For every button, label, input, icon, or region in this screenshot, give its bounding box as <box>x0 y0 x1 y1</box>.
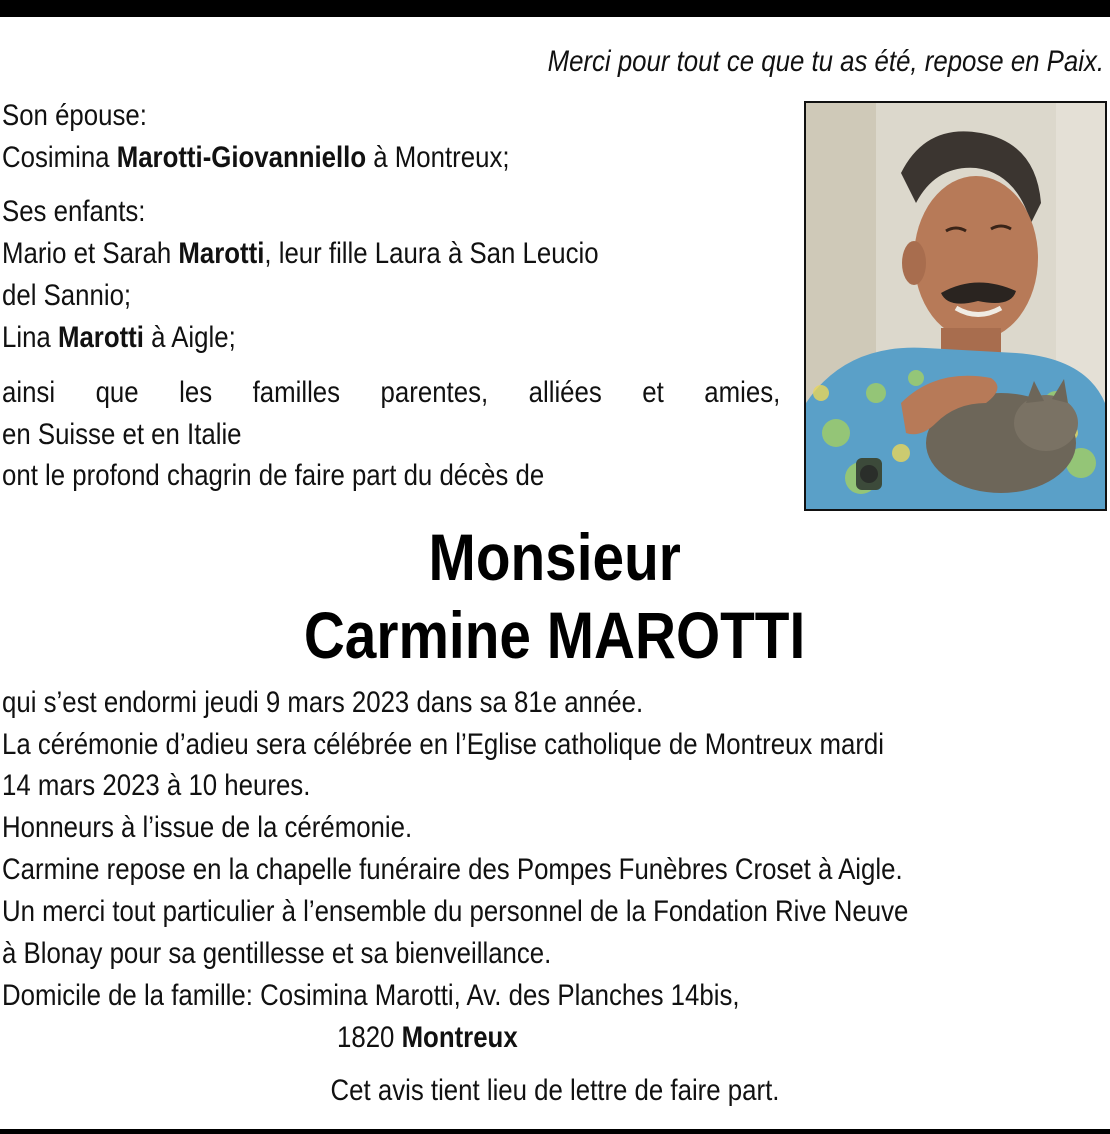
details-line-6: Un merci tout particulier à l’ensemble du personnel de la Fondation Rive Neuve <box>2 895 909 928</box>
address-postcode: 1820 <box>337 1021 402 1054</box>
details-line-1: qui s’est endormi jeudi 9 mars 2023 dans sa 81e année. <box>2 686 644 719</box>
child1-line <box>2 234 599 274</box>
address-line-2 <box>337 1018 518 1058</box>
families-line-2: en Suisse et en Italie <box>2 418 242 451</box>
child2-place: à Aigle; <box>143 321 236 354</box>
child1-rest: , leur fille Laura à San Leucio <box>264 237 599 270</box>
details-line-5: Carmine repose en la chapelle funéraire des Pompes Funèbres Croset à Aigle. <box>2 853 903 886</box>
child2-line <box>2 318 236 358</box>
spouse-line <box>2 138 510 178</box>
details-line-7: à Blonay pour sa gentillesse et sa bienveillance. <box>2 937 552 970</box>
deceased-title: Monsieur <box>428 520 682 594</box>
details-line-3: 14 mars 2023 à 10 heures. <box>2 769 311 802</box>
deceased-name: Carmine MAROTTI <box>304 598 806 672</box>
address-line-1: Domicile de la famille: Cosimina Marotti, Av. des Planches 14bis, <box>2 979 740 1012</box>
child2-surname: Marotti <box>57 321 144 354</box>
child2-name: Lina <box>2 321 58 354</box>
child1-line-cont: del Sannio; <box>2 279 132 312</box>
spouse-heading: Son épouse: <box>2 99 147 132</box>
details-line-4: Honneurs à l’issue de la cérémonie. <box>2 811 413 844</box>
bottom-border-rule <box>0 1129 1110 1134</box>
spouse-first-name: Cosimina <box>2 141 117 174</box>
motto-line: Merci pour tout ce que tu as été, repose en Paix. <box>547 45 1104 78</box>
address-city: Montreux <box>401 1021 518 1054</box>
children-heading: Ses enfants: <box>2 195 146 228</box>
child1-names: Mario et Sarah <box>2 237 179 270</box>
portrait-photo-icon <box>804 101 1107 511</box>
families-line-1: ainsi que les familles parentes, alliées et amies, <box>2 376 781 409</box>
closing-line: Cet avis tient lieu de lettre de faire part. <box>330 1074 780 1107</box>
families-line-3: ont le profond chagrin de faire part du décès de <box>2 459 545 492</box>
top-border-rule <box>0 0 1110 17</box>
spouse-place: à Montreux; <box>366 141 510 174</box>
spouse-surname: Marotti-Giovanniello <box>116 141 367 174</box>
child1-surname: Marotti <box>178 237 265 270</box>
details-line-2: La cérémonie d’adieu sera célébrée en l’Eglise catholique de Montreux mardi <box>2 728 885 761</box>
